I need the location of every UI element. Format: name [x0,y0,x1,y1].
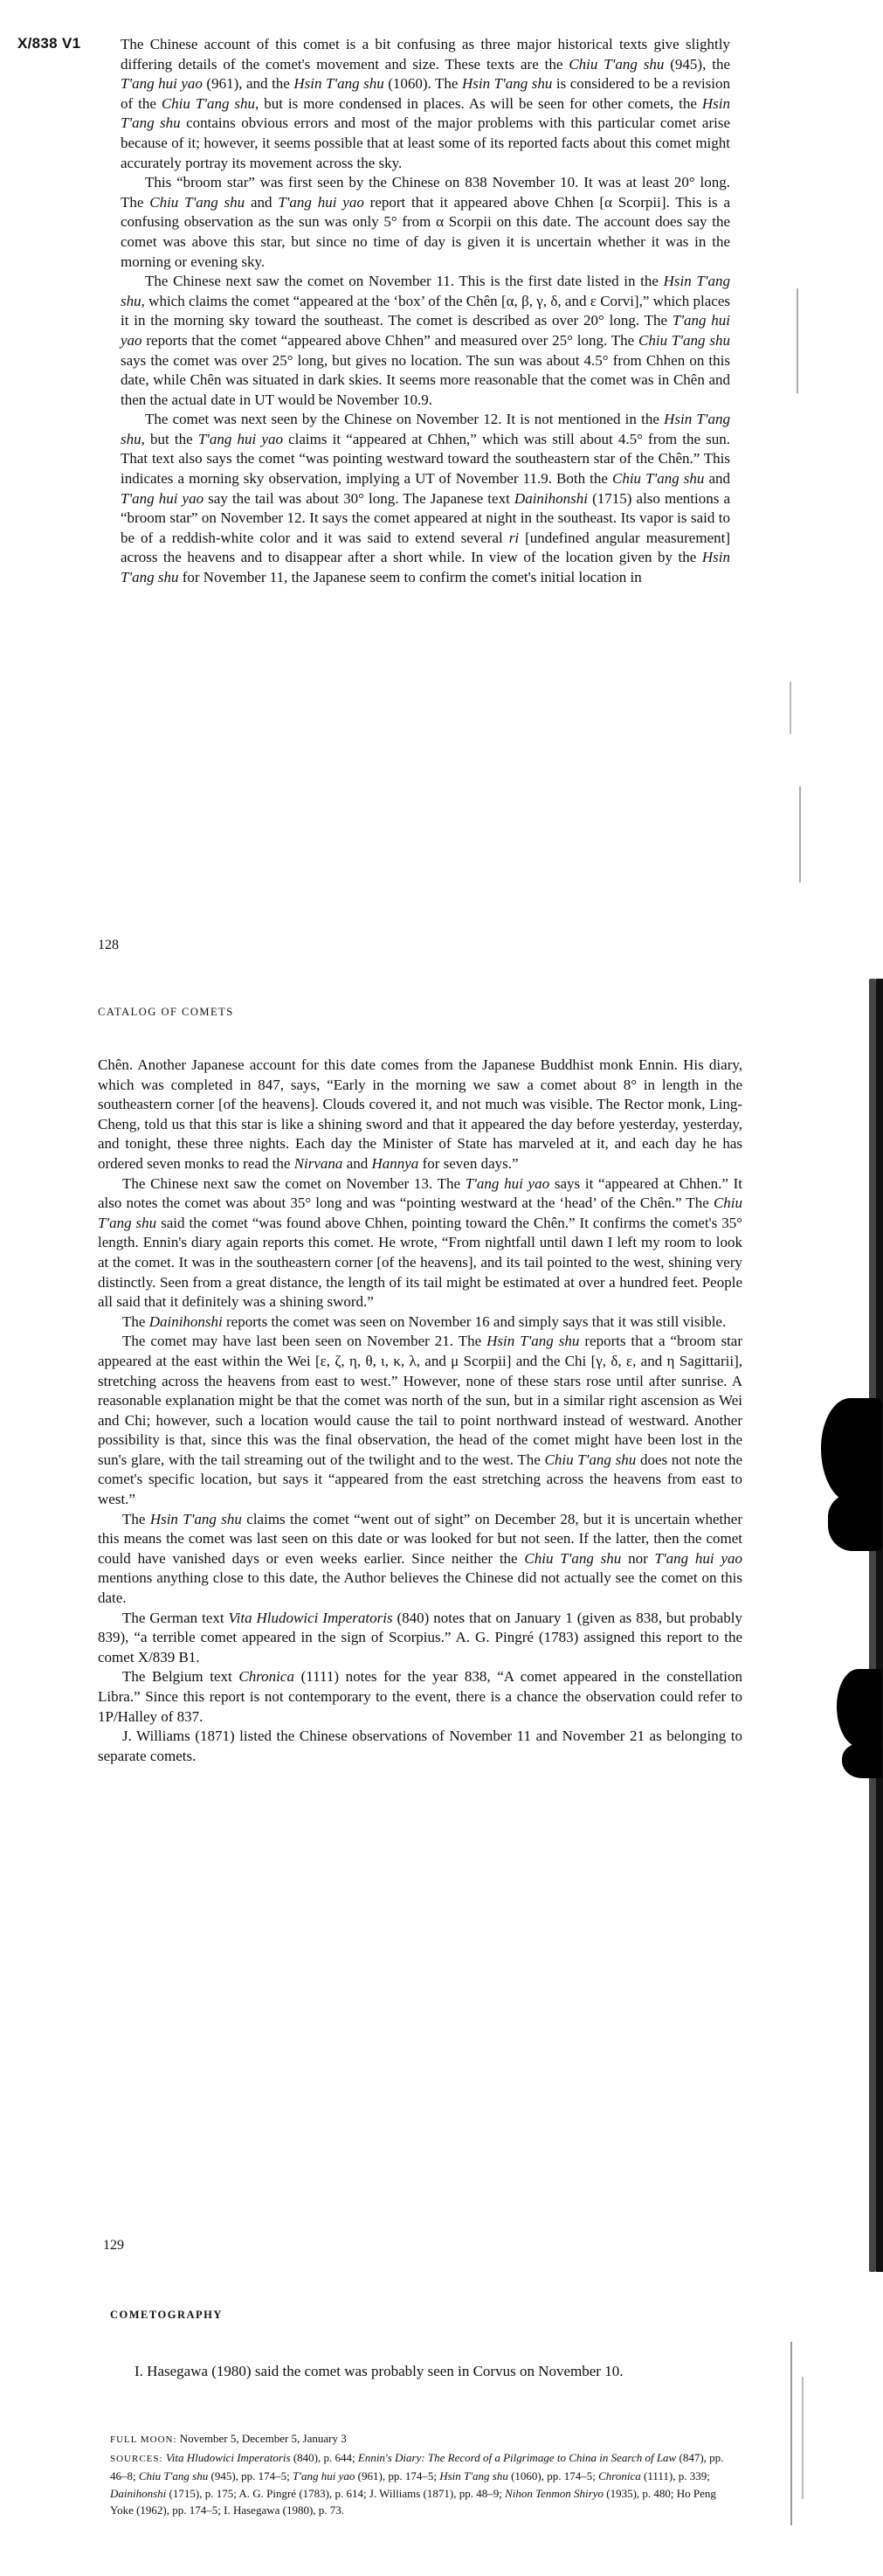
running-head: CATALOG OF COMETS [98,1006,234,1018]
italic-title: T'ang hui yao [465,1174,550,1192]
italic-title: Vita Hludowici Imperatoris [165,2450,291,2464]
italic-title: Chronica [598,2469,641,2483]
scan-mark [799,786,801,883]
italic-title: T'ang hui yao [197,430,283,447]
italic-title: Chiu T'ang shu [524,1549,622,1567]
italic-title: Vita Hludowici Imperatoris [228,1609,393,1626]
paragraph: The Chinese next saw the comet on November 13. The T'ang hui yao says it “appeared at Chhen.” It also notes the comet was about 35° long and was “pointing westward at the ‘head’ of the Chên.” The Chiu T'ang shu said the comet “was found above Chhen, pointing toward the Chên.” It confirms the comet's 35° length. Ennin's diary again reports this comet. He wrote, “From nightfall until dawn I left my room to look at the comet. It was in the southeastern corner [of the heavens], and its tail pointed to the west, shining very distinctly. Seen from a great distance, the length of its tail might be estimated at over a hundred feet. People all said that it definitely was a shining sword.” [98,1174,742,1311]
full-moon-label: FULL MOON: [110,2434,177,2445]
italic-title: T'ang hui yao [121,489,204,507]
sources-note [110,2449,727,2519]
scan-mark [797,288,798,393]
italic-title: Ennin's Diary: The Record of a Pilgrimage to China in Search of Law [357,2450,677,2464]
italic-title: T'ang hui yao [121,312,730,349]
italic-title: Chiu T'ang shu [161,94,256,112]
italic-title: Hsin T'ang shu [293,75,384,93]
italic-title: Chronica [238,1668,294,1686]
italic-title: Hsin T'ang shu [121,549,730,586]
paragraph: This “broom star” was first seen by the Chinese on 838 November 10. It was at least 20° long. The Chiu T'ang shu and T'ang hui yao report that it appeared above Chhen [α Scorpii]. This is a confusing observation as the sun was only 5° from α Scorpii on this date. The account does say the comet was above this star, but since no time of day is given it is uncertain whether it was in the morning or evening sky. [121,174,731,270]
comet-entry-label: X/838 V1 [17,35,81,52]
italic-title: T'ang hui yao [278,193,364,211]
italic-title: Hsin T'ang shu [149,1510,242,1527]
scan-mark [790,682,791,734]
binding-clip-shadow [842,1743,882,1778]
italic-title: Chiu T'ang shu [98,1195,742,1231]
scan-mark [790,2342,792,2525]
page-129-body [98,1056,742,1766]
italic-title: Chiu T'ang shu [149,193,245,211]
paragraph: The German text Vita Hludowici Imperatoris (840) notes that on January 1 (given as 838, but probably 839), “a terrible comet appeared in the sign of Scorpius.” A. G. Pingré (1783) assigned this report to the comet X/839 B1. [98,1609,742,1665]
page-number-129: 129 [103,2238,124,2253]
binding-clip-shadow [828,1494,882,1551]
sources-label: SOURCES: [110,2453,163,2464]
page-128-body [121,35,730,588]
paragraph: The Chinese next saw the comet on November 11. This is the first date listed in the Hsin T'ang shu, which claims the comet “appeared at the ‘box’ of the Chên [α, β, γ, δ, and ε Corvi],” which places it in the morning sky toward the southeast. The comet is described as over 20° long. The T'ang hui yao reports that the comet “appeared above Chhen” and measured over 25° long. The Chiu T'ang shu says the comet was over 25° long, but gives no location. The sun was about 4.5° from Chhen on this date, while Chên was situated in dark skies. It seems more reasonable that the comet was in Chên and then the actual date in UT would be November 10.9. [121,273,730,408]
scan-mark [802,2377,804,2499]
paragraph: Chên. Another Japanese account for this date comes from the Japanese Buddhist monk Ennin. His diary, which was completed in 847, says, “Early in the morning we saw a comet about 8° in length in the southeastern corner [of the heavens]. Clouds covered it, and not much was visible. The Rector monk, Ling-Cheng, told us that this star is like a shining sword and that it appeared the day before yesterday, yesterday, and tonight, these three nights. Each day the Minister of State has marveled at it, and each day he has ordered seven monks to read the Nirvana and Hannya for seven days.” [98,1056,742,1172]
italic-title: Hsin T'ang shu [461,75,553,93]
paragraph: The comet may have last been seen on November 21. The Hsin T'ang shu reports that a “broom star appeared at the east within the Wei [ε, ζ, η, θ, ι, κ, λ, and μ Scorpii] and the Chi [γ, δ, ε, and η Sagittarii], stretching across the heavens from east to west.” However, none of these stars rose until after sunrise. A reasonable explanation might be that the comet was north of the sun, but in a similar right ascension as Wei and Chi; however, such a location would cause the tail to point northward instead of westward. Another possibility is that, since this was the final observation, the head of the comet might have been lost in the sun's glare, with the tail streaming out of the twilight and to the west. The Chiu T'ang shu does not note the comet's specific location, but says it “appeared from the east stretching across the heavens from east to west.” [98,1333,742,1508]
italic-title: Hsin T'ang shu [121,94,730,132]
full-moon-dates: November 5, December 5, January 3 [179,2432,347,2445]
italic-title: Chiu T'ang shu [611,470,705,488]
binding-edge-shadow [869,979,876,2272]
italic-title: Chiu T'ang shu [138,2469,209,2483]
full-moon-note [110,2430,727,2449]
italic-title: Dainihonshi [148,1312,223,1330]
page-130-body [110,2362,727,2382]
paragraph: The Belgium text Chronica (1111) notes for the year 838, “A comet appeared in the constellation Libra.” Since this report is not contemporary to the event, there is a chance the observation could refer to 1P/Halley of 837. [98,1668,742,1725]
italic-title: Hsin T'ang shu [121,411,730,447]
italic-title: Nihon Tenmon Shiryo [505,2486,604,2500]
paragraph: The Chinese account of this comet is a bit confusing as three major historical texts give slightly differing details of the comet's movement and size. These texts are the Chiu T'ang shu (945), the T'ang hui yao (961), and the Hsin T'ang shu (1060). The Hsin T'ang shu is considered to be a revision of the Chiu T'ang shu, but is more condensed in places. As will be seen for other comets, the Hsin T'ang shu contains obvious errors and most of the major problems with this particular comet arise because of it; however, it seems possible that at least some of its reported facts about this comet might accurately portray its movement across the sky. [121,36,731,171]
paragraph: The Dainihonshi reports the comet was seen on November 16 and simply says that it was still visible. [122,1312,727,1330]
page-number-128: 128 [98,938,119,952]
sources-list: Vita Hludowici Imperatoris (840), p. 644; Ennin's Diary: The Record of a Pilgrimage to China in Search of Law (847), pp. 46–8; Chiu T'ang shu (945), pp. 174–5; T'ang hui yao (961), pp. 174–5; Hsin T'ang shu (1060), pp. 174–5; Chronica (1111), p. 339; Dainihonshi (1715), p. 175; A. G. Pingré (1783), p. 614; J. Williams (1871), pp. 48–9; Nihon Tenmon Shiryo (1935), p. 480; Ho Peng Yoke (1962), pp. 174–5; I. Hasegawa (1980), p. 73. [110,2450,724,2517]
italic-title: T'ang hui yao [293,2469,355,2483]
italic-title: Chiu T'ang shu [569,55,665,73]
italic-title: Chiu T'ang shu [638,331,730,349]
binding-clip-shadow [821,1398,882,1503]
paragraph: I. Hasegawa (1980) said the comet was probably seen in Corvus on November 10. [135,2363,624,2379]
running-head: COMETOGRAPHY [110,2309,223,2321]
italic-title: Hannya [371,1154,419,1172]
italic-title: Nirvana [293,1154,343,1172]
page-130-notes [110,2430,727,2519]
paragraph: The comet was next seen by the Chinese on November 12. It is not mentioned in the Hsin T'ang shu, but the T'ang hui yao claims it “appeared at Chhen,” which was still about 4.5° from the sun. That text also says the comet “was pointing westward toward the southeastern star of the Chên.” This indicates a morning sky observation, implying a UT of November 11.9. Both the Chiu T'ang shu and T'ang hui yao say the tail was about 30° long. The Japanese text Dainihonshi (1715) also mentions a “broom star” on November 12. It says the comet appeared at night in the southeast. Its vapor is said to be of a reddish-white color and it was said to extend several ri [undefined angular measurement] across the heavens and to disappear after a short while. In view of the location given by the Hsin T'ang shu for November 11, the Japanese seem to confirm the comet's initial location in [121,411,731,586]
italic-title: ri [508,529,520,546]
italic-title: Dainihonshi [110,2486,167,2500]
italic-title: Dainihonshi [514,489,588,507]
paragraph: The Hsin T'ang shu claims the comet “went out of sight” on December 28, but it is uncertain whether this means the comet was last seen on this date or was looked for but not seen. If the latter, then the comet could have vanished days or even weeks earlier. Since neither the Chiu T'ang shu nor T'ang hui yao mentions anything close to this date, the Author believes the Chinese did not actually see the comet on this date. [98,1510,742,1607]
italic-title: T'ang hui yao [121,75,203,93]
italic-title: Hsin T'ang shu [486,1333,580,1350]
paragraph: J. Williams (1871) listed the Chinese observations of November 11 and November 21 as belonging to separate comets. [98,1728,742,1764]
italic-title: Hsin T'ang shu [439,2469,508,2483]
italic-title: Hsin T'ang shu [121,273,730,309]
italic-title: T'ang hui yao [654,1549,742,1567]
italic-title: Chiu T'ang shu [544,1451,637,1468]
binding-edge-shadow [876,979,883,2272]
binding-clip-shadow [837,1669,882,1748]
